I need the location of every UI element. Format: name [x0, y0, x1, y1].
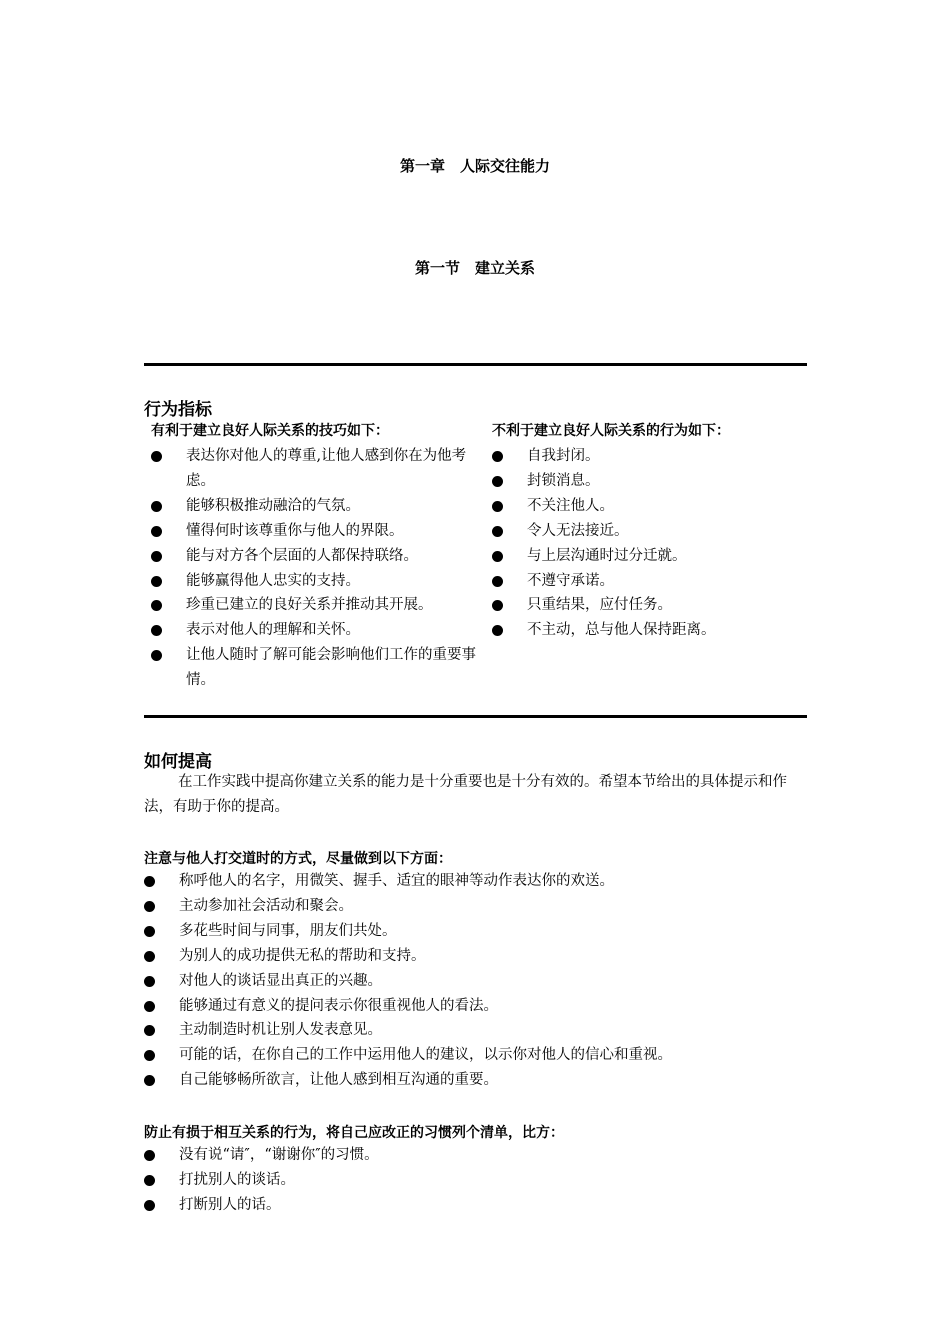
section-title: 第一节 建立关系: [414, 259, 535, 277]
right-column-title: 不利于建立良好人际关系的行为如下：: [492, 423, 730, 439]
bullet-icon: [144, 1050, 155, 1061]
list-item: 主动参加社会活动和聚会。: [144, 894, 807, 919]
behavior-heading: 行为指标: [144, 400, 212, 420]
list-item: 让他人随时了解可能会影响他们工作的重要事情。: [151, 643, 481, 693]
list-item: 主动制造时机让别人发表意见。: [144, 1018, 807, 1043]
bullet-icon: [492, 501, 503, 512]
list-item: 不主动，总与他人保持距离。: [492, 618, 807, 643]
right-column: [492, 420, 807, 643]
bullet-icon: [492, 476, 503, 487]
bullet-icon: [144, 926, 155, 937]
list-item: 没有说“请″，“谢谢你″的习惯。: [144, 1143, 807, 1168]
bullet-icon: [151, 650, 162, 661]
list2-title: 防止有损于相互关系的行为，将自己应改正的习惯列个清单，比方：: [144, 1125, 564, 1141]
bullet-icon: [151, 625, 162, 636]
bullet-icon: [151, 551, 162, 562]
bullet-icon: [492, 551, 503, 562]
list-item: 能够通过有意义的提问表示你很重视他人的看法。: [144, 994, 807, 1019]
bullet-icon: [492, 576, 503, 587]
list-item: 对他人的谈话显出真正的兴趣。: [144, 969, 807, 994]
left-column: [151, 420, 481, 693]
bullet-icon: [151, 526, 162, 537]
bullet-icon: [144, 901, 155, 912]
list-item: 与上层沟通时过分迁就。: [492, 544, 807, 569]
list-item: 能够赢得他人忠实的支持。: [151, 569, 481, 594]
improve-intro: 在工作实践中提高你建立关系的能力是十分重要也是十分有效的。希望本节给出的具体提示和作法，有助于你的提高。: [144, 774, 787, 815]
list-item: 珍重已建立的良好关系并推动其开展。: [151, 593, 481, 618]
divider-top: [144, 363, 807, 366]
improve-heading: 如何提高: [144, 752, 212, 772]
bullet-icon: [492, 451, 503, 462]
list-item: 表达你对他人的尊重,让他人感到你在为他考虑。: [151, 444, 481, 494]
list-item: 只重结果，应付任务。: [492, 593, 807, 618]
list-item: 自己能够畅所欲言，让他人感到相互沟通的重要。: [144, 1068, 807, 1093]
left-bullet-list: [151, 444, 481, 693]
list-item: 打扰别人的谈话。: [144, 1168, 807, 1193]
list-item: 多花些时间与同事，朋友们共处。: [144, 919, 807, 944]
list-item: 自我封闭。: [492, 444, 807, 469]
bullet-icon: [144, 1075, 155, 1086]
list-item: 表示对他人的理解和关怀。: [151, 618, 481, 643]
bullet-icon: [151, 600, 162, 611]
list1: [144, 869, 807, 1093]
bullet-icon: [144, 951, 155, 962]
left-column-title: 有利于建立良好人际关系的技巧如下：: [151, 423, 389, 439]
list-item: 可能的话，在你自己的工作中运用他人的建议，以示你对他人的信心和重视。: [144, 1043, 807, 1068]
chapter-title: 第一章 人际交往能力: [399, 157, 550, 175]
right-bullet-list: [492, 444, 807, 643]
list-item: 懂得何时该尊重你与他人的界限。: [151, 519, 481, 544]
list-item: 为别人的成功提供无私的帮助和支持。: [144, 944, 807, 969]
list2: [144, 1143, 807, 1218]
list-item: 封锁消息。: [492, 469, 807, 494]
list-item: 不关注他人。: [492, 494, 807, 519]
list1-title: 注意与他人打交道时的方式，尽量做到以下方面：: [144, 851, 452, 867]
bullet-icon: [151, 576, 162, 587]
divider-bottom: [144, 715, 807, 718]
bullet-icon: [144, 1175, 155, 1186]
bullet-icon: [144, 1025, 155, 1036]
list-item: 不遵守承诺。: [492, 569, 807, 594]
bullet-icon: [144, 976, 155, 987]
list-item: 打断别人的话。: [144, 1193, 807, 1218]
bullet-icon: [151, 501, 162, 512]
bullet-icon: [144, 1150, 155, 1161]
bullet-icon: [492, 526, 503, 537]
bullet-icon: [144, 1200, 155, 1211]
list-item: 能与对方各个层面的人都保持联络。: [151, 544, 481, 569]
bullet-icon: [144, 1001, 155, 1012]
bullet-icon: [492, 625, 503, 636]
bullet-icon: [144, 876, 155, 887]
bullet-icon: [492, 600, 503, 611]
list-item: 令人无法接近。: [492, 519, 807, 544]
bullet-icon: [151, 451, 162, 462]
list-item: 称呼他人的名字，用微笑、握手、适宜的眼神等动作表达你的欢送。: [144, 869, 807, 894]
list-item: 能够积极推动融洽的气氛。: [151, 494, 481, 519]
